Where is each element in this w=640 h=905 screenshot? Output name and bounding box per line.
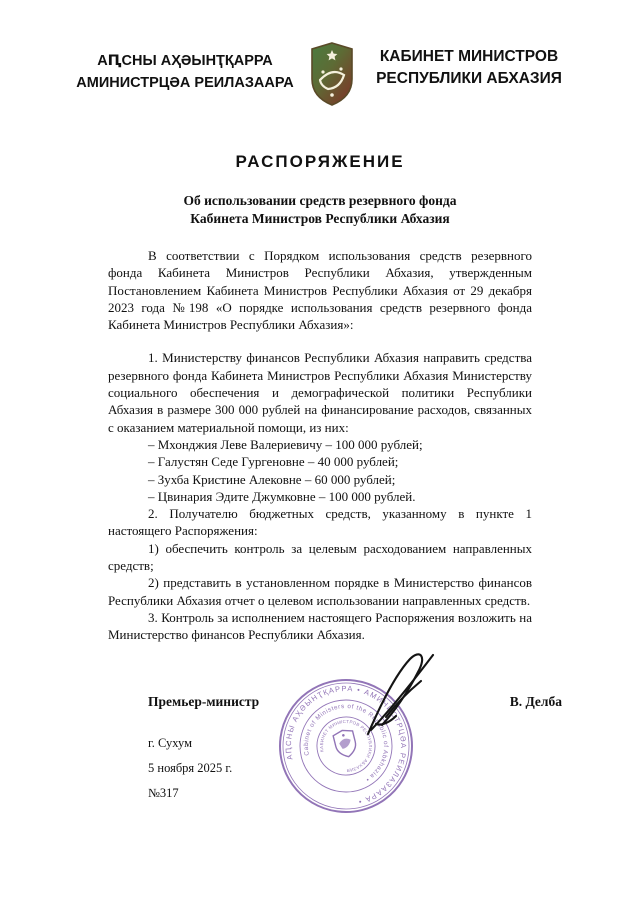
- list-item: – Галустян Седе Гургеновне – 40 000 рублей;: [148, 454, 399, 470]
- coat-of-arms-icon: [310, 42, 354, 106]
- city-line: г. Сухум: [148, 735, 193, 750]
- list-item: – Мхонджия Леве Валериевичу – 100 000 рублей;: [148, 436, 423, 452]
- paragraph-2: 2. Получателю бюджетных средств, указанному в пункте 1 настоящего Распоряжения:: [108, 506, 532, 539]
- signature-title: Премьер-министр: [148, 693, 260, 709]
- stamp-outer-text: АԤСНЫ АҲӘЫНҬҚАРРА • АМИНИСТРЦӘА РЕИЛАЗААРА •: [283, 683, 409, 807]
- subtitle-line1: Об использовании средств резервного фонда: [183, 193, 457, 208]
- list-item: – Зухба Кристине Алековне – 60 000 рублей;: [148, 471, 396, 487]
- subtitle-line2: Кабинета Министров Республики Абхазия: [190, 210, 450, 226]
- paragraph-intro: В соответствии с Порядком использования средств резервного фонда Кабинета Министров Республики Абхазия, утвержденным Постановлением Кабинета Министров Республики Абхазия от 29 декабря 2023 года №198 «О порядке использования средств резервного фонда Кабинета Министров Республики Абхазия»:: [108, 248, 532, 333]
- stamp-middle-text: Cabinet of Ministers of the Republic of Abkhazia •: [302, 702, 390, 784]
- stamp-inner-text: КАБИНЕТ МИНИСТРОВ РЕСПУБЛИКИ АБХАЗИЯ: [318, 718, 374, 774]
- paragraph-3: 3. Контроль за исполнением настоящего Распоряжения возложить на Министерство финансов Республики Абхазия.: [108, 609, 532, 643]
- document-body: [108, 247, 532, 644]
- number-line: №317: [148, 785, 179, 800]
- paragraph-2-2: 2) представить в установленном порядке в Министерство финансов Республики Абхазия отчет о целевом использовании направленных средств.: [108, 575, 532, 608]
- header-right-line1: КАБИНЕТ МИНИСТРОВ: [379, 48, 559, 65]
- paragraph-2-1: 1) обеспечить контроль за целевым расходованием направленных средств;: [108, 540, 532, 574]
- header-left-line2: АМИНИСТРЦӘА РЕИЛАЗААРА: [76, 75, 294, 91]
- list-item: – Цвинария Эдите Джумковне – 100 000 рублей.: [148, 488, 416, 504]
- header-left-line1: АԤСНЫ АҲӘЫНҬҚАРРА: [97, 53, 273, 69]
- signature-name: В. Делба: [509, 693, 562, 709]
- header-right-line2: РЕСПУБЛИКИ АБХАЗИЯ: [376, 70, 562, 87]
- document-subtitle: [0, 192, 640, 227]
- date-line: 5 ноября 2025 г.: [148, 760, 233, 775]
- document-title: РАСПОРЯЖЕНИЕ: [235, 152, 405, 171]
- header-abkhazian-title: [62, 44, 308, 94]
- document-header: [0, 0, 640, 106]
- header-russian-title: [356, 44, 582, 90]
- paragraph-1: 1. Министерству финансов Республики Абхазия направить средства резервного фонда Кабинета Министров Республики Абхазия Министерству социального обеспечения и демографической политики Республики Абхазия в размере 300 000 рублей на финансирование расходов, связанных с оказанием материальной помощи, из них:: [108, 350, 532, 435]
- signature-scribble: [352, 646, 444, 742]
